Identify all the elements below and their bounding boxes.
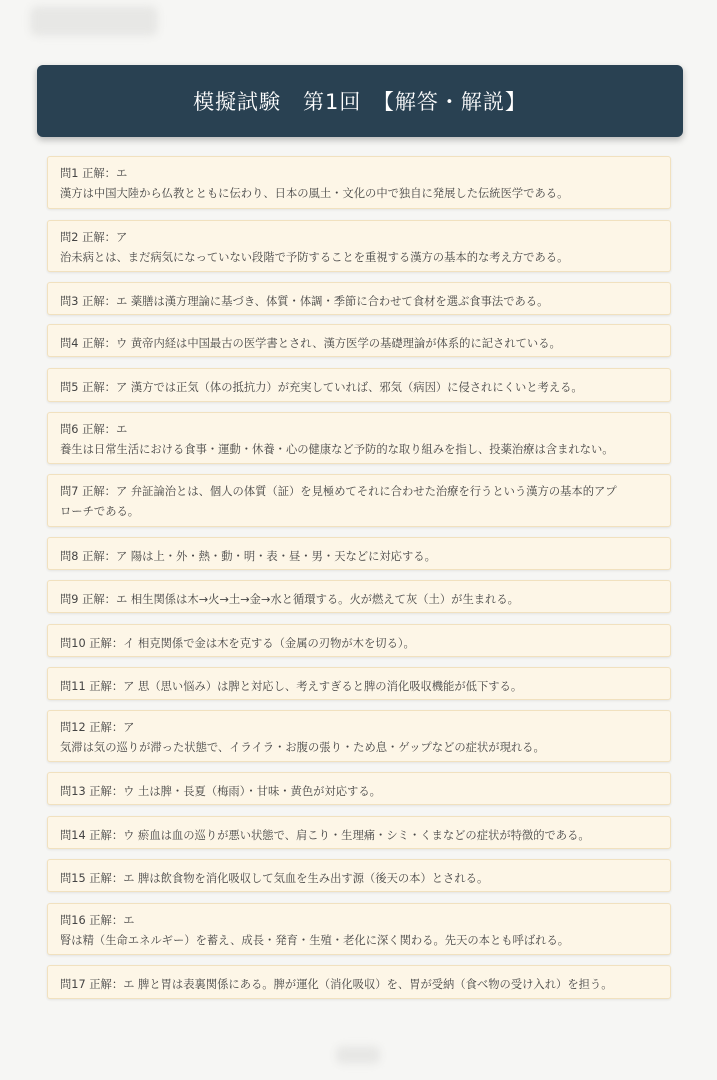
answer-item-8 bbox=[47, 537, 671, 570]
answer-explanation: 漢方は中国大陸から仏教とともに伝わり、日本の風土・文化の中で独自に発展した伝統医学である。 bbox=[60, 187, 569, 200]
answer-item-2 bbox=[47, 220, 671, 272]
answer-header: 問1 正解：エ bbox=[60, 167, 128, 180]
answer-text: 問14 正解：ウ 瘀血は血の巡りが悪い状態で、肩こり・生理痛・シミ・くまなどの症状が特徴的である。 bbox=[60, 829, 590, 842]
answer-item-17 bbox=[47, 965, 671, 999]
answer-text: 問5 正解：ア 漢方では正気（体の抵抗力）が充実していれば、邪気（病因）に侵されにくいと考える。 bbox=[60, 381, 583, 394]
answer-text: 問13 正解：ウ 土は脾・長夏（梅雨）・甘味・黄色が対応する。 bbox=[60, 785, 381, 798]
answer-text: 問8 正解：ア 陽は上・外・熱・動・明・表・昼・男・天などに対応する。 bbox=[60, 550, 436, 563]
answer-item-6 bbox=[47, 412, 671, 464]
answer-item-10 bbox=[47, 624, 671, 657]
answer-header: 問6 正解：エ bbox=[60, 423, 128, 436]
answer-item-14 bbox=[47, 816, 671, 849]
answer-item-13 bbox=[47, 772, 671, 805]
answer-item-1 bbox=[47, 156, 671, 209]
answer-item-9 bbox=[47, 580, 671, 613]
answer-item-7 bbox=[47, 474, 671, 527]
answer-item-12 bbox=[47, 710, 671, 762]
page-title: 模擬試験 第1回 【解答・解説】 bbox=[193, 90, 527, 114]
answer-text-line-2: ローチである。 bbox=[60, 505, 140, 518]
answer-header: 問12 正解：ア bbox=[60, 721, 135, 734]
answer-explanation: 治未病とは、まだ病気になっていない段階で予防することを重視する漢方の基本的な考え方である。 bbox=[60, 251, 569, 264]
answer-item-4 bbox=[47, 324, 671, 357]
answer-item-15 bbox=[47, 859, 671, 892]
answer-text: 問10 正解：イ 相克関係で金は木を克する（金属の刃物が木を切る）。 bbox=[60, 637, 415, 650]
answer-text-line-1: 問7 正解：ア 弁証論治とは、個人の体質（証）を見極めてそれに合わせた治療を行うという漢方の基本的アプ bbox=[60, 485, 617, 498]
answer-item-16 bbox=[47, 903, 671, 955]
answer-text: 問4 正解：ウ 黄帝内経は中国最古の医学書とされ、漢方医学の基礎理論が体系的に記されている。 bbox=[60, 337, 561, 350]
answer-explanation: 養生は日常生活における食事・運動・休養・心の健康など予防的な取り組みを指し、投薬治療は含まれない。 bbox=[60, 443, 614, 456]
answer-explanation: 腎は精（生命エネルギー）を蓄え、成長・発育・生殖・老化に深く関わる。先天の本とも呼ばれる。 bbox=[60, 934, 570, 947]
answer-text: 問17 正解：エ 脾と胃は表裏関係にある。脾が運化（消化吸収）を、胃が受納（食べ物の受け入れ）を担う。 bbox=[60, 978, 613, 991]
answer-header: 問16 正解：エ bbox=[60, 914, 135, 927]
answer-item-11 bbox=[47, 667, 671, 700]
answer-text: 問3 正解：エ 薬膳は漢方理論に基づき、体質・体調・季節に合わせて食材を選ぶ食事法である。 bbox=[60, 295, 549, 308]
answer-item-5 bbox=[47, 368, 671, 402]
answer-item-3 bbox=[47, 282, 671, 315]
answer-text: 問15 正解：エ 脾は飲食物を消化吸収して気血を生み出す源（後天の本）とされる。 bbox=[60, 872, 489, 885]
answer-text: 問9 正解：エ 相生関係は木→火→土→金→水と循環する。火が燃えて灰（土）が生まれる。 bbox=[60, 593, 519, 606]
answer-explanation: 気滞は気の巡りが滞った状態で、イライラ・お腹の張り・ため息・ゲップなどの症状が現れる。 bbox=[60, 741, 545, 754]
blurred-page-number bbox=[336, 1046, 380, 1064]
answer-header: 問2 正解：ア bbox=[60, 231, 128, 244]
answer-text: 問11 正解：ア 思（思い悩み）は脾と対応し、考えすぎると脾の消化吸収機能が低下する。 bbox=[60, 680, 523, 693]
